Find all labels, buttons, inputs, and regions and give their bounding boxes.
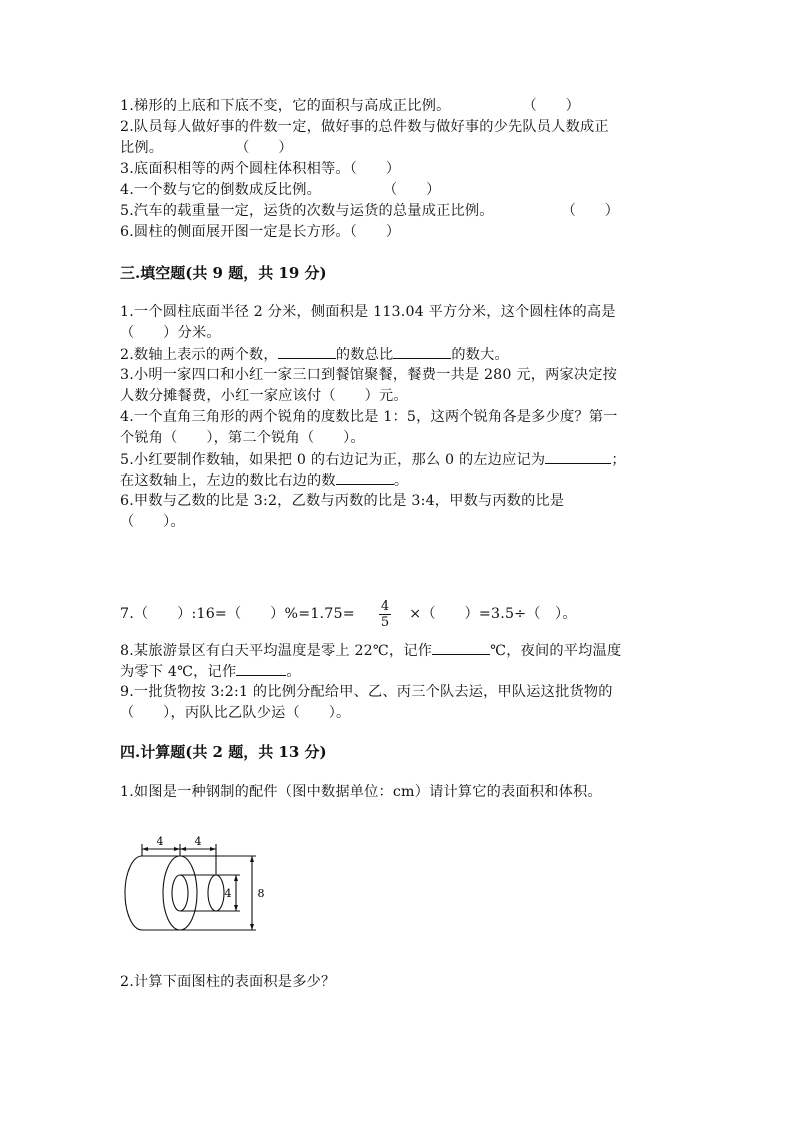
fraction-four-fifths: $\frac{4}{5}$ (380, 598, 390, 630)
fill-q1-line1: 1.一个圆柱底面半径 2 分米，侧面积是 113.04 平方分米，这个圆柱体的高是 (120, 304, 616, 320)
fill-q7: 7.（ ）:16=（ ）%=1.75= $\frac{4}{5}$ ×（ ）=3.5÷（ ）。 (120, 598, 577, 630)
fill-q3-line1: 3.小明一家四口和小红一家三口到餐馆聚餐，餐费一共是 280 元，两家决定按 (120, 367, 618, 383)
fill-q4-line2: 个锐角（ ），第二个锐角（ ）。 (120, 430, 365, 446)
fill-q8-line2: 为零下 4℃，记作 。 (120, 661, 301, 682)
section3-heading: 三.填空题(共 9 题，共 19 分) (120, 264, 327, 282)
judge-q3: 3.底面积相等的两个圆柱体积相等。（ ） (120, 161, 401, 177)
fill-q5-line2: 在这数轴上，左边的数比右边的数 。 (120, 470, 408, 491)
calc-q2: 2.计算下面图柱的表面积是多少？ (120, 974, 336, 990)
answer-blank[interactable] (236, 661, 286, 676)
fill-q5-line1: 5.小红要制作数轴，如果把 0 的右边记为正，那么 0 的左边应记为 ； (120, 449, 626, 470)
fill-q6-line1: 6.甲数与乙数的比是 3:2，乙数与丙数的比是 3:4，甲数与丙数的比是 (120, 493, 565, 509)
fill-q9-line2: （ ），丙队比乙队少运（ ）。 (120, 705, 351, 721)
answer-blank[interactable] (278, 344, 336, 359)
answer-blank[interactable] (393, 344, 451, 359)
judge-q4: 4.一个数与它的倒数成反比例。 （ ） (120, 182, 441, 198)
judge-q6: 6.圆柱的侧面展开图一定是长方形。（ ） (120, 224, 401, 240)
fill-q8-line1: 8.某旅游景区有白天平均温度是零上 22℃，记作 ℃，夜间的平均温度 (120, 640, 621, 661)
fill-q4-line1: 4.一个直角三角形的两个锐角的度数比是 1：5，这两个锐角各是多少度？第一 (120, 409, 618, 425)
answer-blank[interactable] (432, 640, 490, 655)
fill-q2: 2.数轴上表示的两个数， 的数总比 的数大。 (120, 344, 509, 365)
answer-blank[interactable] (336, 470, 394, 485)
judge-q1: 1.梯形的上底和下底不变，它的面积与高成正比例。 （ ） (120, 98, 581, 114)
calc-q1: 1.如图是一种钢制的配件（图中数据单位：cm）请计算它的表面积和体积。 (120, 784, 602, 800)
fill-q3-line2: 人数分摊餐费，小红一家应该付（ ）元。 (120, 388, 408, 404)
label-top-left: 4 (156, 835, 164, 848)
judge-q2-line1: 2.队员每人做好事的件数一定，做好事的总件数与做好事的少先队员人数成正 (120, 119, 609, 135)
fill-q6-line2: （ ）。 (120, 514, 185, 530)
label-outer-diameter: 8 (257, 887, 265, 900)
label-inner-diameter: 4 (224, 887, 232, 900)
judge-q5: 5.汽车的载重量一定，运货的次数与运货的总量成正比例。 （ ） (120, 203, 620, 219)
steel-part-figure (118, 832, 278, 938)
fill-q9-line1: 9.一批货物按 3:2:1 的比例分配给甲、乙、丙三个队去运，甲队运这批货物的 (120, 684, 613, 700)
answer-blank[interactable] (545, 449, 611, 464)
section4-heading: 四.计算题(共 2 题，共 13 分) (120, 743, 327, 761)
label-top-right: 4 (194, 835, 202, 848)
judge-q2-line2: 比例。 （ ） (120, 140, 293, 156)
fill-q1-line2: （ ）分米。 (120, 325, 221, 341)
